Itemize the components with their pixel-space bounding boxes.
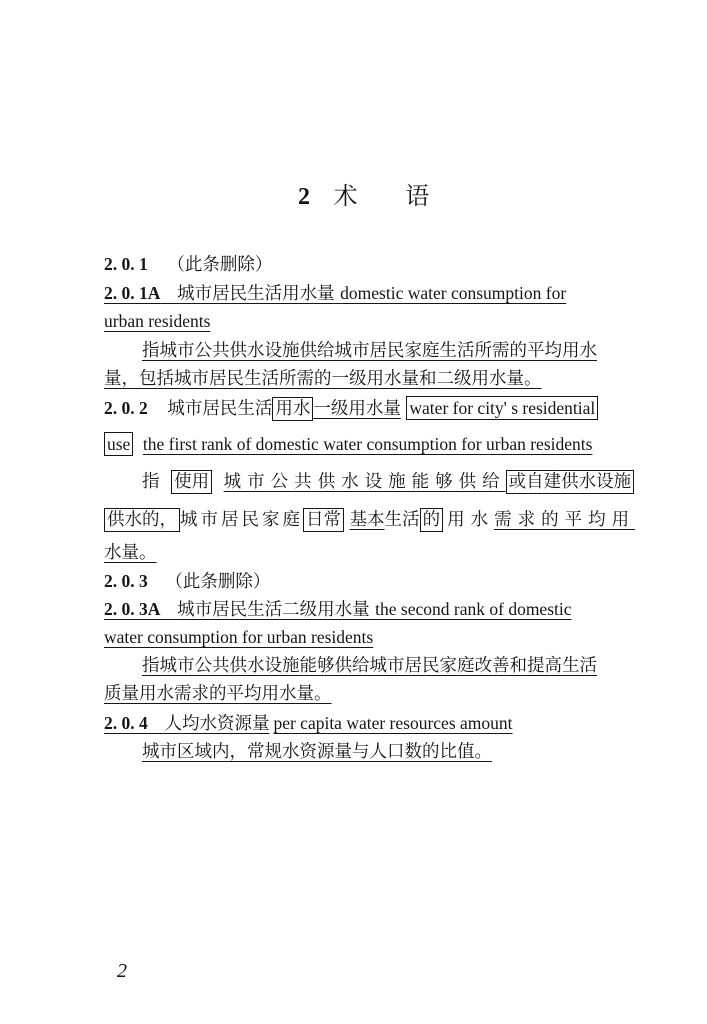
term-number: 2. 0. 1A <box>104 283 161 303</box>
page-number: 2 <box>117 960 127 982</box>
boxed-insertion: 的 <box>420 508 444 532</box>
def-text: 生活 <box>384 510 420 530</box>
term-2-0-2-line2 <box>104 432 592 457</box>
term-zh: 城市居民生活用水量 <box>177 284 335 304</box>
term-2-0-3 <box>104 569 270 594</box>
term-zh-a: 城市居民生活 <box>167 399 273 419</box>
term-2-0-1a-def1: 指城市公共供水设施供给城市居民家庭生活所需的平均用水 <box>142 341 597 361</box>
term-2-0-1a-def2: 量，包括城市居民生活所需的一级用水量和二级用水量。 <box>104 369 542 389</box>
term-2-0-4-def: 城市区域内，常规水资源量与人口数的比值。 <box>142 742 492 762</box>
term-2-0-1a-line2: urban residents <box>104 311 211 331</box>
term-2-0-3a-line2: water consumption for urban residents <box>104 627 374 647</box>
term-en: domestic water consumption for <box>340 283 567 303</box>
term-zh: 人均水资源量 <box>164 714 270 734</box>
def-text: 基本 <box>349 510 385 530</box>
chapter-title-part-2: 语 <box>405 182 430 210</box>
def-text: 用水 <box>447 510 495 530</box>
term-number-underlined <box>104 284 566 304</box>
term-number: 2. 0. 2 <box>104 398 148 418</box>
def-text: 城市居民家庭 <box>180 510 303 530</box>
term-number-underlined <box>104 600 572 620</box>
term-text: （此条删除） <box>165 572 271 592</box>
boxed-insertion-use: use <box>104 432 133 456</box>
term-2-0-1a-line1 <box>104 281 566 306</box>
term-en: the second rank of domestic <box>375 599 572 619</box>
term-2-0-2-def1 <box>142 470 634 494</box>
term-zh-b: 一级用水量 <box>313 399 401 419</box>
def-text: 指 <box>142 472 160 492</box>
term-en: per capita water resources amount <box>273 713 513 733</box>
chapter-title-part-1: 术 <box>333 182 358 210</box>
def-text: 能够供给 <box>411 472 506 492</box>
boxed-insertion: 用水 <box>272 397 313 421</box>
boxed-insertion: 使用 <box>171 470 212 494</box>
term-2-0-2-line1 <box>104 396 598 421</box>
boxed-insertion-en: water for city' s residential <box>406 396 598 420</box>
term-2-0-3a-def2: 质量用水需求的平均用水量。 <box>104 684 332 704</box>
term-number: 2. 0. 3A <box>104 599 161 619</box>
term-2-0-3a-def1: 指城市公共供水设施能够供给城市居民家庭改善和提高生活 <box>142 656 597 676</box>
boxed-insertion: 供水的， <box>104 508 180 532</box>
term-2-0-1 <box>104 252 272 277</box>
term-number: 2. 0. 3 <box>104 571 148 591</box>
term-number-underlined <box>104 714 513 734</box>
chapter-number: 2 <box>298 184 310 210</box>
term-2-0-2-def3: 水量。 <box>104 543 157 563</box>
page-title <box>298 176 429 211</box>
term-2-0-3a-line1 <box>104 597 572 622</box>
term-zh: 城市居民生活二级用水量 <box>177 600 370 620</box>
term-text: （此条删除） <box>167 255 273 275</box>
term-en-inserted: the first rank of domestic water consumption for urban residents <box>142 434 593 454</box>
boxed-insertion: 或自建供水设施 <box>506 470 635 494</box>
def-text: 需求的平均用 <box>494 510 636 530</box>
term-number: 2. 0. 4 <box>104 713 148 733</box>
boxed-insertion: 日常 <box>303 508 344 532</box>
term-number: 2. 0. 1 <box>104 254 148 274</box>
def-text: 城市公共供水设施 <box>223 472 412 492</box>
term-2-0-4 <box>104 711 513 736</box>
term-2-0-2-def2 <box>104 508 635 532</box>
